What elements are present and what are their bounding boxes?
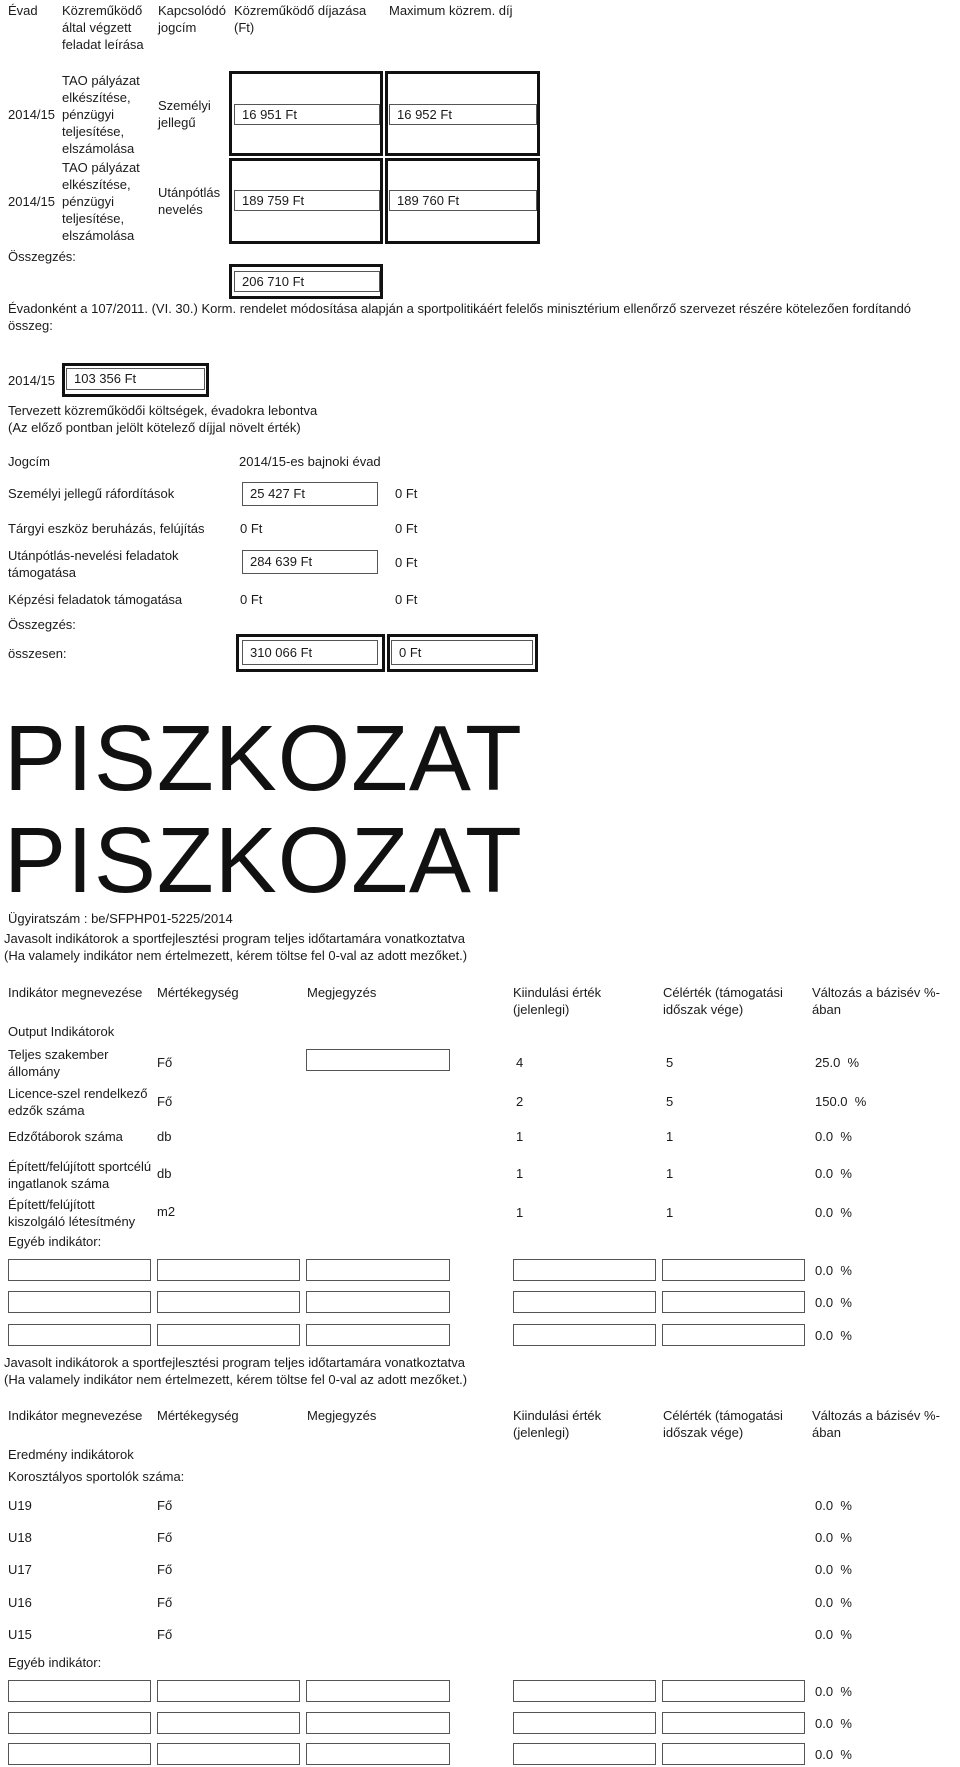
results-other-2-unit-field[interactable] — [157, 1712, 300, 1734]
output-other-1-change: 0.0 % — [815, 1263, 852, 1278]
output-other-3-unit-field[interactable] — [157, 1324, 300, 1346]
file-number: Ügyiratszám : be/SFPHP01-5225/2014 — [8, 911, 233, 926]
results-row-1-unit: Fő — [157, 1498, 173, 1513]
output-row-4-name: Épített/felújított sportcélú ingatlanok száma — [8, 1159, 152, 1191]
output-other-3-base-field[interactable] — [513, 1324, 656, 1346]
results-row-5-change: 0.0 % — [815, 1627, 852, 1642]
results-row-4-unit: Fő — [157, 1595, 173, 1610]
costs-row-4-value: 0 Ft — [240, 592, 263, 607]
results-other-1-name-field[interactable] — [8, 1680, 151, 1702]
output-row-3-unit: db — [157, 1129, 172, 1144]
output-row-4-base: 1 — [516, 1166, 524, 1181]
results-other-2-base-field[interactable] — [513, 1712, 656, 1734]
costs-row-1-extra: 0 Ft — [395, 486, 418, 501]
costs-row-3-extra: 0 Ft — [395, 555, 418, 570]
output-row-4-change: 0.0 % — [815, 1166, 852, 1181]
ind-header-target: Célérték (támogatási időszak vége) — [663, 985, 783, 1017]
fee-row-1-season: 2014/15 — [8, 107, 55, 122]
output-other-2-target-field[interactable] — [662, 1291, 805, 1313]
results-row-5-name: U15 — [8, 1627, 32, 1642]
res-header-target: Célérték (támogatási időszak vége) — [663, 1408, 783, 1440]
fee-row-2-max-field[interactable]: 189 760 Ft — [389, 190, 537, 211]
fee-summary-label: Összegzés: — [8, 249, 76, 264]
costs-intro: Tervezett közreműködői költségek, évadokra lebontva (Az előző pontban jelölt kötelező díjjal növelt érték) — [8, 403, 318, 435]
output-row-5-unit: m2 — [157, 1204, 176, 1219]
output-row-3-change: 0.0 % — [815, 1129, 852, 1144]
results-row-2-unit: Fő — [157, 1530, 173, 1545]
ind-header-change: Változás a bázisév %-ában — [812, 985, 940, 1017]
col-header-category: Kapcsolódó jogcím — [158, 3, 226, 35]
ind-header-note: Megjegyzés — [307, 985, 377, 1000]
fee-row-2-season: 2014/15 — [8, 194, 55, 209]
col-header-task: Közreműködő által végzett feladat leírása — [62, 3, 144, 52]
results-row-3-unit: Fő — [157, 1562, 173, 1577]
res-header-unit: Mértékegység — [157, 1408, 239, 1423]
output-row-4-unit: db — [157, 1166, 172, 1181]
output-other-3-change: 0.0 % — [815, 1328, 852, 1343]
output-row-1-unit: Fő — [157, 1055, 173, 1070]
costs-row-1-value[interactable]: 25 427 Ft — [242, 482, 378, 506]
fee-summary-total[interactable]: 206 710 Ft — [234, 271, 380, 292]
results-section-title: Eredmény indikátorok — [8, 1447, 134, 1462]
output-row-2-base: 2 — [516, 1094, 524, 1109]
output-other-2-change: 0.0 % — [815, 1295, 852, 1310]
indicators-intro: Javasolt indikátorok a sportfejlesztési program teljes időtartamára vonatkoztatva (Ha valamely indikátor nem értelmezett, kérem töltse fel 0-val az adott mezőket.) — [4, 931, 468, 963]
fee-row-1-fee-field[interactable]: 16 951 Ft — [234, 104, 380, 125]
res-header-name: Indikátor megnevezése — [8, 1408, 143, 1423]
results-intro: Javasolt indikátorok a sportfejlesztési program teljes időtartamára vonatkoztatva (Ha valamely indikátor nem értelmezett, kérem töltse fel 0-val az adott mezőket.) — [4, 1355, 468, 1387]
fee-row-2-task: TAO pályázat elkészítése, pénzügyi teljesítése, elszámolása — [62, 160, 140, 243]
results-row-3-name: U17 — [8, 1562, 32, 1577]
output-row-4-target: 1 — [666, 1166, 674, 1181]
costs-row-3-label: Utánpótlás-nevelési feladatok támogatása — [8, 548, 179, 580]
ministry-text: Évadonként a 107/2011. (VI. 30.) Korm. rendelet módosítása alapján a sportpolitikáért felelős minisztérium ellenőrző szervezet részére kötelezően fordítandó összeg: — [8, 301, 912, 333]
results-other-label: Egyéb indikátor: — [8, 1655, 102, 1670]
fee-row-2-category: Utánpótlás nevelés — [158, 185, 221, 217]
costs-total-value[interactable]: 310 066 Ft — [242, 640, 378, 665]
results-other-2-change: 0.0 % — [815, 1716, 852, 1731]
output-row-3-base: 1 — [516, 1129, 524, 1144]
results-row-1-change: 0.0 % — [815, 1498, 852, 1513]
col-header-fee: Közreműködő díjazása (Ft) — [234, 3, 367, 35]
results-other-2-name-field[interactable] — [8, 1712, 151, 1734]
res-header-base: Kiindulási érték (jelenlegi) — [513, 1408, 602, 1440]
results-other-2-target-field[interactable] — [662, 1712, 805, 1734]
output-row-2-change: 150.0 % — [815, 1094, 867, 1109]
output-other-1-target-field[interactable] — [662, 1259, 805, 1281]
costs-row-4-extra: 0 Ft — [395, 592, 418, 607]
ind-header-base: Kiindulási érték (jelenlegi) — [513, 985, 602, 1017]
output-other-1-note-field[interactable] — [306, 1259, 450, 1281]
output-other-1-base-field[interactable] — [513, 1259, 656, 1281]
results-row-3-change: 0.0 % — [815, 1562, 852, 1577]
results-row-2-change: 0.0 % — [815, 1530, 852, 1545]
output-other-label: Egyéb indikátor: — [8, 1234, 102, 1249]
results-other-1-base-field[interactable] — [513, 1680, 656, 1702]
costs-col-category: Jogcím — [8, 454, 50, 469]
costs-summary-label: Összegzés: — [8, 617, 76, 632]
output-row-1-base: 4 — [516, 1055, 524, 1070]
output-row-2-name: Licence-szel rendelkező edzők száma — [8, 1086, 148, 1118]
output-other-2-base-field[interactable] — [513, 1291, 656, 1313]
costs-row-2-label: Tárgyi eszköz beruházás, felújítás — [8, 521, 205, 536]
results-row-1-name: U19 — [8, 1498, 32, 1513]
output-other-2-unit-field[interactable] — [157, 1291, 300, 1313]
results-other-1-unit-field[interactable] — [157, 1680, 300, 1702]
costs-col-season: 2014/15-es bajnoki évad — [239, 454, 381, 469]
output-row-5-base: 1 — [516, 1205, 524, 1220]
fee-row-1-category: Személyi jellegű — [158, 98, 211, 130]
results-other-1-change: 0.0 % — [815, 1684, 852, 1699]
output-row-1-target: 5 — [666, 1055, 674, 1070]
output-row-5-target: 1 — [666, 1205, 674, 1220]
output-other-1-unit-field[interactable] — [157, 1259, 300, 1281]
output-row-2-unit: Fő — [157, 1094, 173, 1109]
results-other-3-unit-field[interactable] — [157, 1743, 300, 1765]
results-other-1-note-field[interactable] — [306, 1680, 450, 1702]
draft-watermark-1: PISZKOZAT — [4, 706, 523, 810]
col-header-max-fee: Maximum közrem. díj — [389, 3, 513, 18]
output-other-3-name-field[interactable] — [8, 1324, 151, 1346]
res-header-note: Megjegyzés — [307, 1408, 377, 1423]
output-row-3-target: 1 — [666, 1129, 674, 1144]
results-other-3-base-field[interactable] — [513, 1743, 656, 1765]
results-other-2-note-field[interactable] — [306, 1712, 450, 1734]
results-row-4-change: 0.0 % — [815, 1595, 852, 1610]
output-other-3-note-field[interactable] — [306, 1324, 450, 1346]
output-row-5-name: Épített/felújított kiszolgáló létesítmény — [8, 1197, 136, 1229]
output-other-2-name-field[interactable] — [8, 1291, 151, 1313]
ind-header-name: Indikátor megnevezése — [8, 985, 143, 1000]
costs-row-1-label: Személyi jellegű ráfordítások — [8, 486, 175, 501]
results-other-3-note-field[interactable] — [306, 1743, 450, 1765]
results-other-3-name-field[interactable] — [8, 1743, 151, 1765]
fee-row-1-max-field[interactable]: 16 952 Ft — [389, 104, 537, 125]
output-row-1-note[interactable] — [306, 1049, 450, 1071]
results-row-4-name: U16 — [8, 1595, 32, 1610]
results-subsection-title: Korosztályos sportolók száma: — [8, 1469, 185, 1484]
costs-row-3-value[interactable]: 284 639 Ft — [242, 550, 378, 574]
output-row-2-target: 5 — [666, 1094, 674, 1109]
ministry-season: 2014/15 — [8, 373, 55, 388]
res-header-change: Változás a bázisév %-ában — [812, 1408, 940, 1440]
costs-total-label: összesen: — [8, 646, 67, 661]
fee-row-2-fee-field[interactable]: 189 759 Ft — [234, 190, 380, 211]
output-other-2-note-field[interactable] — [306, 1291, 450, 1313]
costs-row-2-extra: 0 Ft — [395, 521, 418, 536]
costs-total-extra[interactable]: 0 Ft — [391, 640, 533, 665]
results-other-1-target-field[interactable] — [662, 1680, 805, 1702]
ministry-amount[interactable]: 103 356 Ft — [66, 368, 205, 390]
fee-row-1-task: TAO pályázat elkészítése, pénzügyi teljesítése, elszámolása — [62, 73, 140, 156]
results-row-2-name: U18 — [8, 1530, 32, 1545]
output-row-1-change: 25.0 % — [815, 1055, 860, 1070]
costs-row-2-value: 0 Ft — [240, 521, 263, 536]
results-other-3-change: 0.0 % — [815, 1747, 852, 1762]
costs-row-4-label: Képzési feladatok támogatása — [8, 592, 183, 607]
output-row-1-name: Teljes szakember állomány — [8, 1047, 109, 1079]
output-other-1-name-field[interactable] — [8, 1259, 151, 1281]
draft-watermark-2: PISZKOZAT — [4, 808, 523, 912]
col-header-season: Évad — [8, 3, 38, 18]
output-row-3-name: Edzőtáborok száma — [8, 1129, 123, 1144]
results-other-3-target-field[interactable] — [662, 1743, 805, 1765]
output-section-title: Output Indikátorok — [8, 1024, 115, 1039]
ind-header-unit: Mértékegység — [157, 985, 239, 1000]
output-row-5-change: 0.0 % — [815, 1205, 852, 1220]
results-row-5-unit: Fő — [157, 1627, 173, 1642]
output-other-3-target-field[interactable] — [662, 1324, 805, 1346]
